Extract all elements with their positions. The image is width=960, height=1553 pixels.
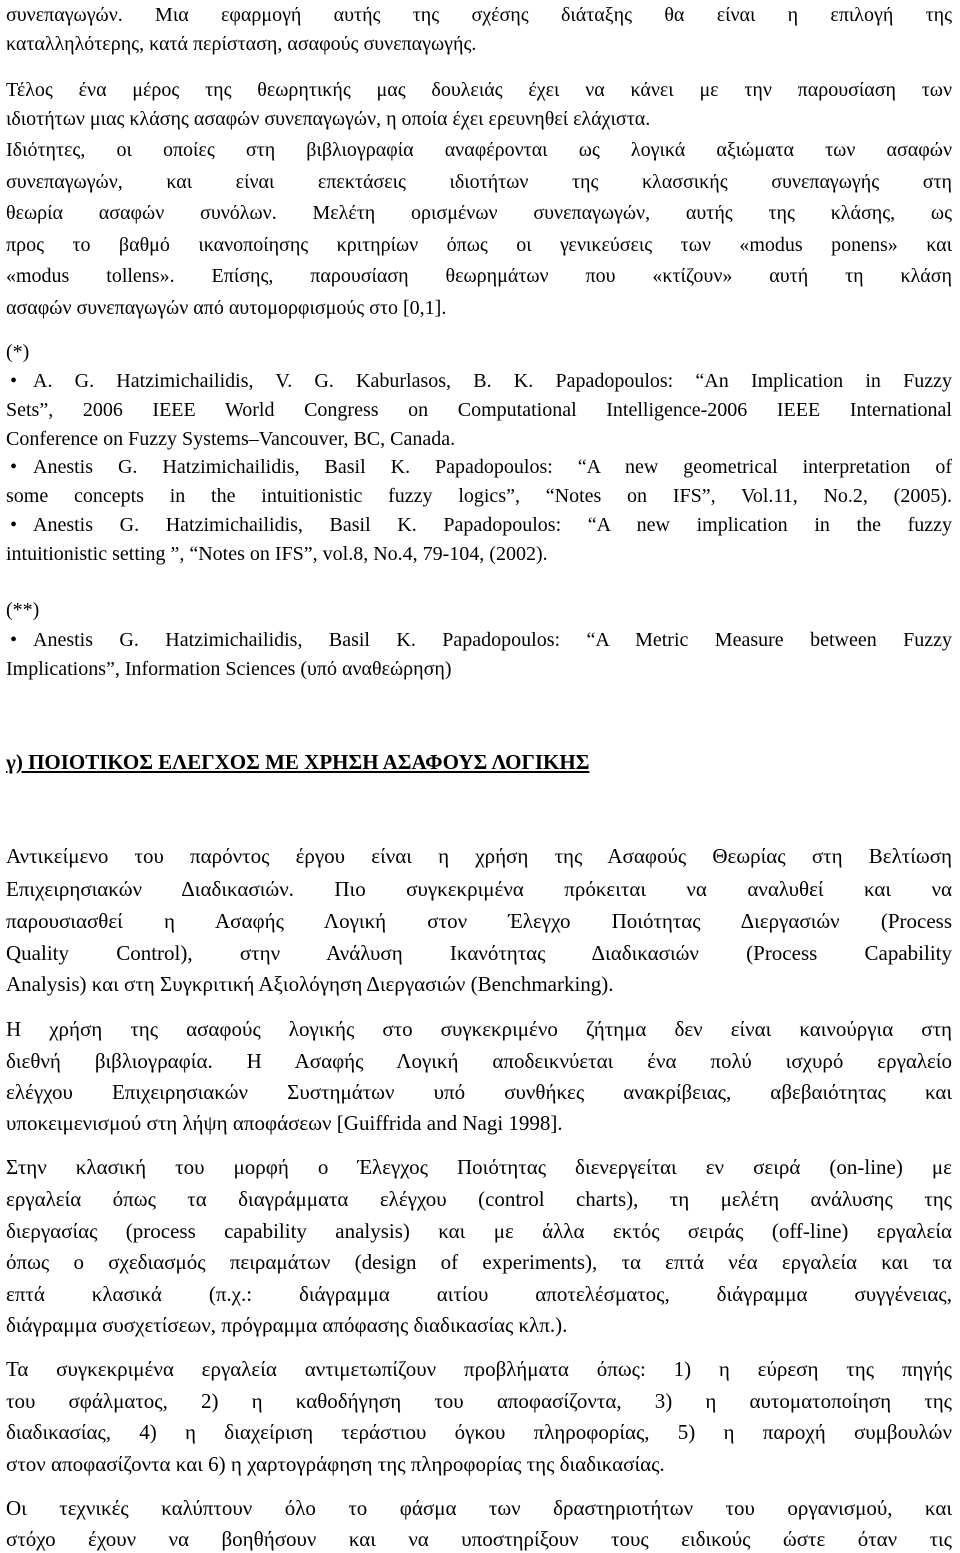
text-line: Οι τεχνικές καλύπτουν όλο το φάσμα των δραστηριοτήτων του οργανισμού, και: [6, 1496, 952, 1520]
bullet-icon: •: [10, 456, 18, 478]
text-line: προς το βαθμό ικανοποίησης κριτηρίων όπως οι γενικεύσεις των «modus ponens» και: [6, 234, 952, 256]
text-line: διεθνή βιβλιογραφία. Η Ασαφής Λογική αποδεικνύεται ένα πολύ ισχυρό εργαλείο: [6, 1049, 952, 1073]
text-line: Ιδιότητες, οι οποίες στη βιβλιογραφία αναφέρονται ως λογικά αξιώματα των ασαφών: [6, 139, 952, 161]
text-line: όπως ο σχεδιασμός πειραμάτων (design of experiments), τα επτά νέα εργαλεία και τα: [6, 1250, 952, 1274]
text-line: διάγραμμα συσχετίσεων, πρόγραμμα απόφασης διαδικασίας κλπ.).: [6, 1313, 568, 1337]
reference-text: Anestis G. Hatzimichailidis, Basil K. Papadopoulos: “A new implication in the fuzzy: [33, 514, 952, 536]
text-line: Στην κλασική του μορφή ο Έλεγχος Ποιότητας διενεργείται εν σειρά (on-line) με: [6, 1155, 952, 1179]
text-line: στον αποφασίζοντα και 6) η χαρτογράφηση της πληροφορίας της διαδικασίας.: [6, 1452, 665, 1476]
text-line: Analysis) και στη Συγκριτική Αξιολόγηση Διεργασιών (Benchmarking).: [6, 972, 614, 996]
text-line: θεωρία ασαφών συνόλων. Μελέτη ορισμένων συνεπαγωγών, αυτής της κλάσης, ως: [6, 202, 952, 224]
text-line: «modus tollens». Επίσης, παρουσίαση θεωρημάτων που «κτίζουν» αυτή τη κλάση: [6, 265, 952, 287]
reference-item: [10, 512, 952, 538]
text-line: Αντικείμενο του παρόντος έργου είναι η χρήση της Ασαφούς Θεωρίας στη Βελτίωση: [6, 844, 952, 868]
text-line: συνεπαγωγών. Μια εφαρμογή αυτής της σχέσης διάταξης θα είναι η επιλογή της: [6, 4, 952, 26]
text-line: Τα συγκεκριμένα εργαλεία αντιμετωπίζουν προβλήματα όπως: 1) η εύρεση της πηγής: [6, 1357, 952, 1381]
text-line: Sets”, 2006 IEEE World Congress on Computational Intelligence-2006 IEEE International: [6, 399, 952, 421]
text-line: παρουσιασθεί η Ασαφής Λογική στον Έλεγχο Ποιότητας Διεργασιών (Process: [6, 909, 952, 933]
bullet-icon: •: [10, 629, 18, 651]
text-line: του σφάλματος, 2) η καθοδήγηση του αποφασίζοντα, 3) η αυτοματοποίηση της: [6, 1389, 952, 1413]
text-line: Επιχειρησιακών Διαδικασιών. Πιο συγκεκριμένα πρόκειται να αναλυθεί και να: [6, 877, 952, 901]
reference-text: Anestis G. Hatzimichailidis, Basil K. Papadopoulos: “A new geometrical interpretation of: [33, 456, 952, 478]
bullet-icon: •: [10, 514, 18, 536]
reference-item: [10, 454, 952, 480]
text-line: επτά κλασικά (π.χ.: διάγραμμα αιτίου αποτελέσματος, διάγραμμα συγγένειας,: [6, 1282, 952, 1306]
reference-marker: (*): [6, 341, 30, 363]
text-line: intuitionistic setting ”, “Notes on IFS”, vol.8, No.4, 79-104, (2002).: [6, 543, 548, 565]
reference-text: A. G. Hatzimichailidis, V. G. Kaburlasos, B. K. Papadopoulos: “An Implication in Fuzzy: [33, 370, 952, 392]
section-heading: γ) ΠΟΙΟΤΙΚΟΣ ΕΛΕΓΧΟΣ ΜΕ ΧΡΗΣΗ ΑΣΑΦΟΥΣ ΛΟΓΙΚΗΣ: [6, 750, 590, 774]
reference-item: [10, 368, 952, 394]
text-line: ελέγχου Επιχειρησιακών Συστημάτων υπό συνθήκες ανακρίβειας, αβεβαιότητας και: [6, 1080, 952, 1104]
text-line: Τέλος ένα μέρος της θεωρητικής μας δουλειάς έχει να κάνει με την παρουσίαση των: [6, 79, 952, 101]
reference-item: [10, 627, 952, 653]
text-line: καταλληλότερης, κατά περίσταση, ασαφούς συνεπαγωγής.: [6, 33, 477, 55]
text-line: υποκειμενισμού στη λήψη αποφάσεων [Guiffrida and Nagi 1998].: [6, 1111, 563, 1135]
reference-text: Anestis G. Hatzimichailidis, Basil K. Papadopoulos: “A Metric Measure between Fuzzy: [33, 629, 952, 651]
text-line: Implications”, Information Sciences (υπό αναθεώρηση): [6, 658, 452, 680]
reference-marker: (**): [6, 599, 40, 621]
text-line: συνεπαγωγών, και είναι επεκτάσεις ιδιοτήτων της κλασσικής συνεπαγωγής στη: [6, 171, 952, 193]
text-line: Η χρήση της ασαφούς λογικής στο συγκεκριμένο ζήτημα δεν είναι καινούργια στη: [6, 1017, 952, 1041]
text-line: ιδιοτήτων μιας κλάσης ασαφών συνεπαγωγών, η οποία έχει ερευνηθεί ελάχιστα.: [6, 108, 651, 130]
text-line: εργαλεία όπως τα διαγράμματα ελέγχου (control charts), τη μελέτη ανάλυσης της: [6, 1187, 952, 1211]
text-line: στόχο έχουν να βοηθήσουν και να υποστηρίξουν τους ειδικούς ώστε όταν τις: [6, 1527, 952, 1551]
text-line: διεργασίας (process capability analysis) και με άλλα εκτός σειράς (off-line) εργαλεία: [6, 1219, 952, 1243]
text-line: some concepts in the intuitionistic fuzzy logics”, “Notes on IFS”, Vol.11, No.2, (2005).: [6, 485, 952, 507]
text-line: διαδικασίας, 4) η διαχείριση τεράστιου όγκου πληροφορίας, 5) η παροχή συμβουλών: [6, 1420, 952, 1444]
bullet-icon: •: [10, 370, 18, 392]
text-line: Conference on Fuzzy Systems–Vancouver, BC, Canada.: [6, 428, 456, 450]
text-line: ασαφών συνεπαγωγών από αυτομορφισμούς στο [0,1].: [6, 297, 447, 319]
text-line: Quality Control), στην Ανάλυση Ικανότητας Διαδικασιών (Process Capability: [6, 941, 952, 965]
